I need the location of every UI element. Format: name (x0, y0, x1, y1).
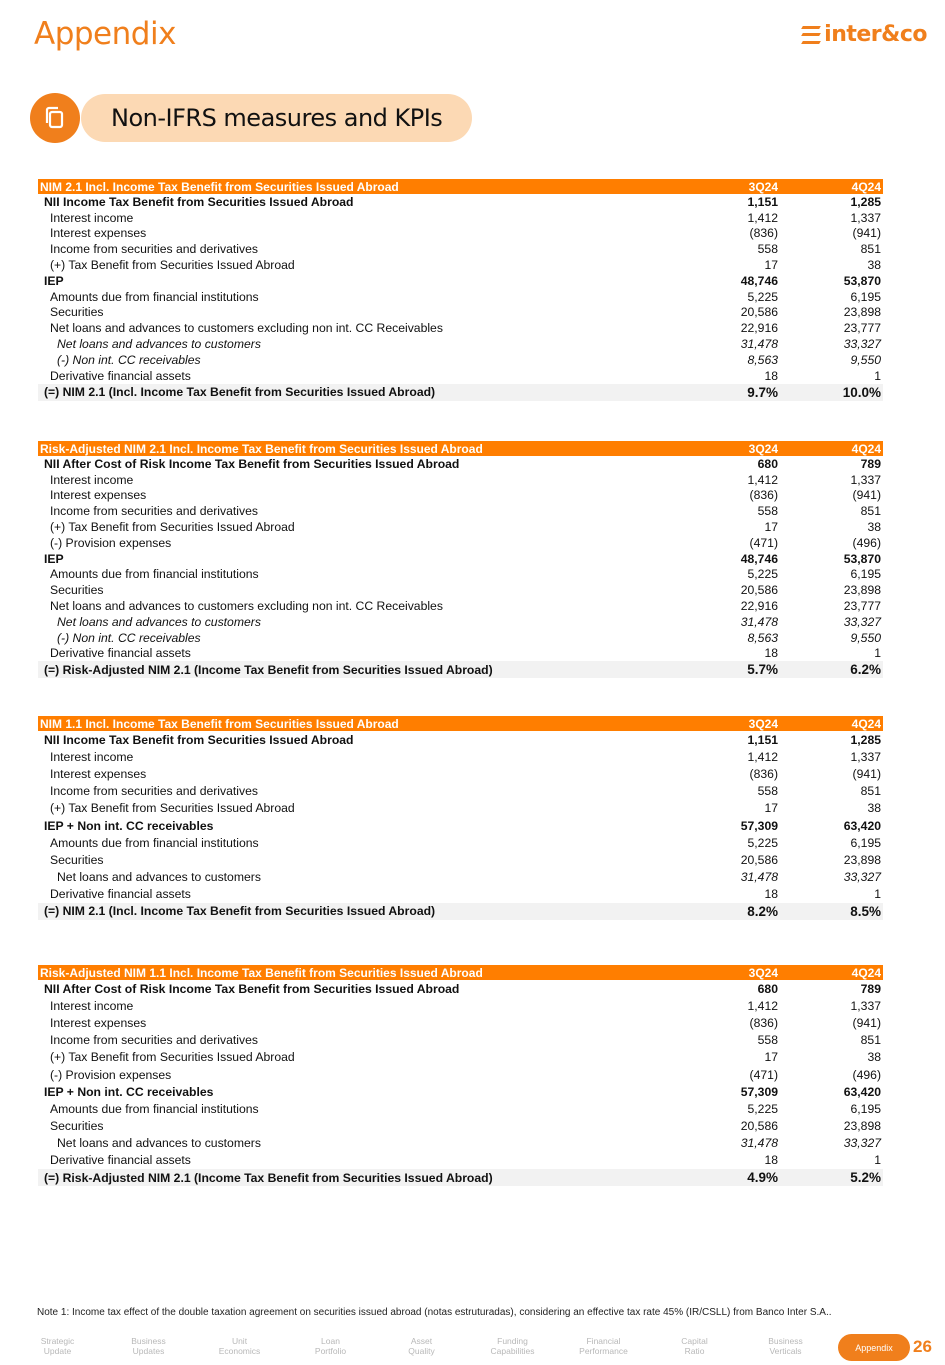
row-label: Securities (50, 305, 104, 320)
total-4q24: 6.2% (850, 662, 881, 678)
column-header-3q24: 3Q24 (748, 716, 778, 731)
row-label: Interest expenses (50, 1015, 147, 1030)
footer-nav (12, 1336, 831, 1356)
value-3q24: 1,412 (747, 998, 778, 1013)
row-label: NII Income Tax Benefit from Securities Issued Abroad (44, 194, 354, 209)
column-header-4q24: 4Q24 (851, 716, 881, 731)
total-3q24: 9.7% (747, 384, 778, 400)
value-3q24: 20,586 (740, 583, 778, 598)
value-3q24: 1,412 (747, 210, 778, 225)
value-4q24: (496) (852, 1067, 881, 1082)
table-header (38, 965, 883, 980)
table-title: Risk-Adjusted NIM 1.1 Incl. Income Tax Benefit from Securities Issued Abroad (40, 965, 483, 980)
value-4q24: 851 (860, 784, 881, 799)
value-3q24: 20,586 (740, 1119, 778, 1134)
table-row (38, 980, 883, 997)
table-row (38, 519, 883, 535)
value-4q24: 53,870 (843, 551, 881, 566)
table-row (38, 731, 883, 748)
row-label: NII Income Tax Benefit from Securities Issued Abroad (44, 732, 354, 747)
brand-name: inter&co (824, 22, 927, 47)
table-title: NIM 2.1 Incl. Income Tax Benefit from Securities Issued Abroad (40, 179, 399, 194)
value-4q24: 38 (867, 801, 881, 816)
total-3q24: 8.2% (747, 903, 778, 919)
value-3q24: 18 (764, 1153, 778, 1168)
value-4q24: (941) (852, 226, 881, 241)
row-label: Amounts due from financial institutions (50, 835, 259, 850)
row-label: Securities (50, 1119, 104, 1134)
value-4q24: 23,777 (843, 321, 881, 336)
table-row (38, 336, 883, 352)
value-4q24: 1 (874, 646, 881, 661)
value-3q24: 17 (764, 801, 778, 816)
value-4q24: 9,550 (850, 352, 881, 367)
table-row (38, 582, 883, 598)
risk-adjusted-nim21-table (38, 441, 883, 678)
value-3q24: 48,746 (740, 551, 778, 566)
value-4q24: 33,327 (843, 337, 881, 352)
brand-logo (802, 22, 927, 47)
value-4q24: 33,327 (843, 1136, 881, 1151)
table-row (38, 472, 883, 488)
table-row (38, 1049, 883, 1066)
value-4q24: 789 (860, 456, 881, 471)
total-3q24: 5.7% (747, 662, 778, 678)
total-4q24: 10.0% (842, 384, 881, 400)
nav-item[interactable]: Strategic Update (40, 1336, 75, 1356)
value-3q24: 8,563 (747, 352, 778, 367)
row-label: Net loans and advances to customers (57, 870, 261, 885)
table-row (38, 598, 883, 614)
table-header (38, 179, 883, 194)
row-label: Income from securities and derivatives (50, 1033, 258, 1048)
value-4q24: 63,420 (843, 818, 881, 833)
table-row (38, 886, 883, 903)
table-total-row (38, 1169, 883, 1186)
table-row (38, 273, 883, 289)
table-row (38, 194, 883, 210)
row-label: IEP (44, 551, 64, 566)
table-row (38, 997, 883, 1014)
table-row (38, 551, 883, 567)
value-3q24: 17 (764, 520, 778, 535)
value-4q24: (941) (852, 488, 881, 503)
table-row (38, 1014, 883, 1031)
value-3q24: (471) (749, 1067, 778, 1082)
nim21-table (38, 179, 883, 401)
value-4q24: 1,337 (850, 749, 881, 764)
table-row (38, 1100, 883, 1117)
column-header-4q24: 4Q24 (851, 441, 881, 456)
value-4q24: 63,420 (843, 1084, 881, 1099)
nav-item[interactable]: Funding Capabilities (490, 1336, 535, 1356)
value-3q24: 31,478 (740, 337, 778, 352)
table-total-row (38, 384, 883, 401)
table-title: NIM 1.1 Incl. Income Tax Benefit from Securities Issued Abroad (40, 716, 399, 731)
table-row (38, 226, 883, 242)
value-3q24: (471) (749, 535, 778, 550)
value-3q24: 1,412 (747, 749, 778, 764)
value-4q24: 851 (860, 504, 881, 519)
table-header (38, 716, 883, 731)
table-row (38, 1066, 883, 1083)
value-4q24: 23,898 (843, 1119, 881, 1134)
table-row (38, 851, 883, 868)
table-row (38, 1152, 883, 1169)
table-row (38, 488, 883, 504)
row-label: Interest expenses (50, 766, 147, 781)
nav-item[interactable]: Unit Economics (218, 1336, 261, 1356)
value-3q24: 558 (757, 1033, 778, 1048)
nav-item-appendix[interactable]: Appendix (838, 1334, 910, 1361)
column-header-4q24: 4Q24 (851, 179, 881, 194)
table-row (38, 1118, 883, 1135)
value-3q24: 20,586 (740, 305, 778, 320)
value-3q24: (836) (749, 488, 778, 503)
table-row (38, 320, 883, 336)
value-3q24: 31,478 (740, 614, 778, 629)
value-4q24: 789 (860, 981, 881, 996)
row-label: Income from securities and derivatives (50, 242, 258, 257)
value-3q24: 558 (757, 784, 778, 799)
table-row (38, 456, 883, 472)
value-3q24: 5,225 (747, 1101, 778, 1116)
table-row (38, 368, 883, 384)
total-label: (=) Risk-Adjusted NIM 2.1 (Income Tax Benefit from Securities Issued Abroad) (44, 662, 493, 677)
table-row (38, 535, 883, 551)
column-header-4q24: 4Q24 (851, 965, 881, 980)
row-label: Derivative financial assets (50, 887, 191, 902)
row-label: NII After Cost of Risk Income Tax Benefit from Securities Issued Abroad (44, 456, 460, 471)
table-row (38, 1032, 883, 1049)
value-4q24: (941) (852, 1015, 881, 1030)
section-header (30, 93, 472, 143)
row-label: Amounts due from financial institutions (50, 289, 259, 304)
value-3q24: (836) (749, 226, 778, 241)
row-label: (+) Tax Benefit from Securities Issued Abroad (50, 801, 295, 816)
value-4q24: 33,327 (843, 614, 881, 629)
total-label: (=) Risk-Adjusted NIM 2.1 (Income Tax Benefit from Securities Issued Abroad) (44, 1170, 493, 1185)
page-title: Appendix (34, 16, 176, 52)
row-label: (+) Tax Benefit from Securities Issued Abroad (50, 520, 295, 535)
value-4q24: 1 (874, 887, 881, 902)
nim11-table (38, 716, 883, 920)
value-3q24: 57,309 (740, 818, 778, 833)
row-label: (-) Provision expenses (50, 535, 172, 550)
table-row (38, 503, 883, 519)
value-4q24: 1,285 (850, 194, 881, 209)
value-3q24: 31,478 (740, 870, 778, 885)
value-4q24: 1,337 (850, 472, 881, 487)
row-label: Interest expenses (50, 488, 147, 503)
table-title: Risk-Adjusted NIM 2.1 Incl. Income Tax Benefit from Securities Issued Abroad (40, 441, 483, 456)
value-4q24: 23,898 (843, 852, 881, 867)
row-label: Income from securities and derivatives (50, 504, 258, 519)
value-4q24: 6,195 (850, 835, 881, 850)
row-label: Derivative financial assets (50, 1153, 191, 1168)
value-3q24: 20,586 (740, 852, 778, 867)
row-label: Derivative financial assets (50, 646, 191, 661)
value-4q24: 38 (867, 1050, 881, 1065)
row-label: Securities (50, 583, 104, 598)
value-3q24: 680 (757, 456, 778, 471)
total-label: (=) NIM 2.1 (Incl. Income Tax Benefit from Securities Issued Abroad) (44, 385, 436, 400)
value-4q24: 33,327 (843, 870, 881, 885)
table-row (38, 646, 883, 662)
table-row (38, 241, 883, 257)
value-4q24: 23,777 (843, 599, 881, 614)
nav-item[interactable]: Business Updates (131, 1336, 166, 1356)
value-4q24: 1,285 (850, 732, 881, 747)
value-4q24: (941) (852, 766, 881, 781)
table-row (38, 800, 883, 817)
value-4q24: 53,870 (843, 273, 881, 288)
value-4q24: 23,898 (843, 305, 881, 320)
table-row (38, 567, 883, 583)
table-header (38, 441, 883, 456)
risk-adjusted-nim11-table (38, 965, 883, 1186)
row-label: Net loans and advances to customers excluding non int. CC Receivables (50, 321, 443, 336)
row-label: Net loans and advances to customers (57, 337, 261, 352)
nav-item[interactable]: Financial Performance (579, 1336, 628, 1356)
row-label: Net loans and advances to customers (57, 614, 261, 629)
row-label: (+) Tax Benefit from Securities Issued Abroad (50, 258, 295, 273)
column-header-3q24: 3Q24 (748, 179, 778, 194)
row-label: Securities (50, 852, 104, 867)
total-4q24: 5.2% (850, 1170, 881, 1186)
row-label: (-) Provision expenses (50, 1067, 172, 1082)
value-3q24: 8,563 (747, 630, 778, 645)
table-row (38, 869, 883, 886)
table-row (38, 834, 883, 851)
table-row (38, 748, 883, 765)
table-row (38, 630, 883, 646)
row-label: Net loans and advances to customers (57, 1136, 261, 1151)
row-label: (-) Non int. CC receivables (57, 352, 201, 367)
row-label: Interest income (50, 749, 134, 764)
total-3q24: 4.9% (747, 1170, 778, 1186)
row-label: Interest income (50, 472, 134, 487)
value-4q24: 9,550 (850, 630, 881, 645)
table-row (38, 352, 883, 368)
table-row (38, 783, 883, 800)
value-3q24: 558 (757, 242, 778, 257)
value-3q24: 17 (764, 258, 778, 273)
value-3q24: 1,151 (747, 732, 778, 747)
table-row (38, 614, 883, 630)
logo-mark-icon (802, 26, 820, 44)
value-3q24: 1,412 (747, 472, 778, 487)
value-3q24: 1,151 (747, 194, 778, 209)
value-3q24: 48,746 (740, 273, 778, 288)
value-3q24: 18 (764, 368, 778, 383)
value-3q24: 17 (764, 1050, 778, 1065)
value-3q24: 558 (757, 504, 778, 519)
row-label: Amounts due from financial institutions (50, 567, 259, 582)
value-4q24: 38 (867, 258, 881, 273)
value-4q24: 1 (874, 368, 881, 383)
value-3q24: 57,309 (740, 1084, 778, 1099)
nav-item[interactable]: Business Verticals (768, 1336, 803, 1356)
table-total-row (38, 903, 883, 920)
total-label: (=) NIM 2.1 (Incl. Income Tax Benefit from Securities Issued Abroad) (44, 904, 436, 919)
total-4q24: 8.5% (850, 903, 881, 919)
table-row (38, 817, 883, 834)
value-3q24: 5,225 (747, 835, 778, 850)
value-4q24: 6,195 (850, 289, 881, 304)
row-label: IEP (44, 273, 64, 288)
section-title: Non-IFRS measures and KPIs (81, 94, 472, 142)
row-label: Interest income (50, 998, 134, 1013)
row-label: Interest income (50, 210, 134, 225)
value-4q24: 851 (860, 1033, 881, 1048)
footnote: Note 1: Income tax effect of the double taxation agreement on securities issued abroad (notas estruturadas), considering an effective tax rate 45% (IR/CSLL) from Banco Inter S.A.. (37, 1307, 832, 1318)
value-4q24: 1 (874, 1153, 881, 1168)
copy-icon (30, 93, 80, 143)
value-3q24: 5,225 (747, 567, 778, 582)
table-row (38, 1083, 883, 1100)
row-label: Amounts due from financial institutions (50, 1101, 259, 1116)
value-4q24: 1,337 (850, 998, 881, 1013)
table-total-row (38, 661, 883, 678)
table-row (38, 765, 883, 782)
value-4q24: 851 (860, 242, 881, 257)
value-3q24: 680 (757, 981, 778, 996)
row-label: (-) Non int. CC receivables (57, 630, 201, 645)
table-row (38, 1135, 883, 1152)
nav-item[interactable]: Capital Ratio (681, 1336, 708, 1356)
value-3q24: 31,478 (740, 1136, 778, 1151)
value-4q24: 1,337 (850, 210, 881, 225)
table-row (38, 289, 883, 305)
table-row (38, 257, 883, 273)
value-4q24: 6,195 (850, 567, 881, 582)
value-4q24: 23,898 (843, 583, 881, 598)
value-3q24: 22,916 (740, 321, 778, 336)
nav-item[interactable]: Asset Quality (408, 1336, 435, 1356)
table-row (38, 305, 883, 321)
column-header-3q24: 3Q24 (748, 441, 778, 456)
value-3q24: (836) (749, 766, 778, 781)
column-header-3q24: 3Q24 (748, 965, 778, 980)
value-3q24: 18 (764, 887, 778, 902)
row-label: Income from securities and derivatives (50, 784, 258, 799)
value-4q24: 38 (867, 520, 881, 535)
value-4q24: 6,195 (850, 1101, 881, 1116)
nav-item[interactable]: Loan Portfolio (314, 1336, 347, 1356)
table-row (38, 210, 883, 226)
row-label: Interest expenses (50, 226, 147, 241)
row-label: NII After Cost of Risk Income Tax Benefit from Securities Issued Abroad (44, 981, 460, 996)
row-label: Net loans and advances to customers excluding non int. CC Receivables (50, 599, 443, 614)
row-label: IEP + Non int. CC receivables (44, 1084, 214, 1099)
value-4q24: (496) (852, 535, 881, 550)
value-3q24: (836) (749, 1015, 778, 1030)
value-3q24: 5,225 (747, 289, 778, 304)
row-label: (+) Tax Benefit from Securities Issued Abroad (50, 1050, 295, 1065)
page-number: 26 (913, 1337, 932, 1356)
value-3q24: 18 (764, 646, 778, 661)
row-label: Derivative financial assets (50, 368, 191, 383)
value-3q24: 22,916 (740, 599, 778, 614)
row-label: IEP + Non int. CC receivables (44, 818, 214, 833)
